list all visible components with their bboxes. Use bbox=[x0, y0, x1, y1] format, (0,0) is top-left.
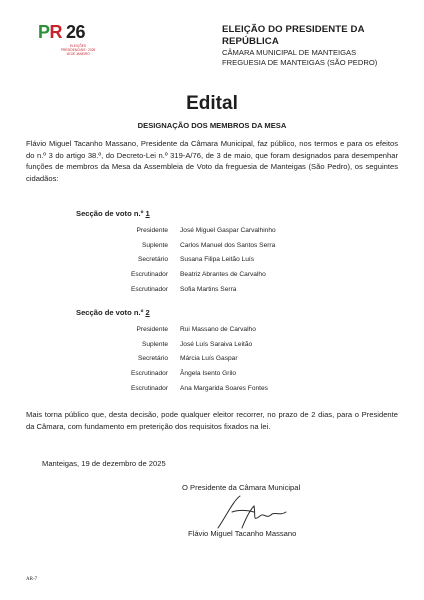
election-logo bbox=[38, 22, 110, 72]
section-1-title bbox=[76, 209, 150, 218]
member-name: Márcia Luís Gaspar bbox=[180, 355, 238, 363]
place-date: Manteigas, 19 de dezembro de 2025 bbox=[42, 459, 166, 468]
parish-line: FREGUESIA DE MANTEIGAS (SÃO PEDRO) bbox=[222, 58, 378, 67]
section-1-members bbox=[112, 223, 372, 297]
section-number: 2 bbox=[145, 308, 150, 317]
member-role: Suplente bbox=[141, 340, 168, 348]
section-label: Secção de voto n.º bbox=[76, 209, 146, 218]
logo-subtext bbox=[60, 44, 96, 56]
intro-paragraph: Flávio Miguel Tacanho Massano, Presidente da Câmara Municipal, faz público, nos termos e para os efeitos do n.º 3 do artigo 38.º, do Decreto-Lei n.º 319-A/76, de 3 de maio, que foram designados para desempenhar funções de membros da Mesa da Assembleia de Voto da freguesia de Manteigas (São Pedro), os seguintes cidadãos: bbox=[26, 139, 398, 183]
logo-mark bbox=[38, 22, 85, 42]
member-row bbox=[112, 381, 372, 396]
member-name: Ângela Isento Grilo bbox=[180, 370, 237, 378]
member-name: Ana Margarida Soares Fontes bbox=[180, 385, 268, 393]
member-row bbox=[112, 238, 372, 253]
signatory-title: O Presidente da Câmara Municipal bbox=[182, 483, 301, 492]
member-role: Escrutinador bbox=[130, 385, 168, 393]
member-row bbox=[112, 352, 372, 367]
member-role: Secretário bbox=[137, 256, 168, 264]
logo-sub-line-2: PRESIDENCIAIS · 2026 bbox=[60, 48, 96, 52]
member-role: Escrutinador bbox=[130, 271, 168, 279]
member-row bbox=[112, 337, 372, 352]
member-name: Beatriz Abrantes de Carvalho bbox=[180, 271, 266, 279]
member-name: José Luís Saraiva Leitão bbox=[180, 340, 253, 348]
member-name: José Miguel Gaspar Carvalhinho bbox=[180, 226, 276, 234]
member-name: Carlos Manuel dos Santos Serra bbox=[180, 241, 276, 249]
handwritten-signature bbox=[196, 492, 292, 532]
member-row bbox=[112, 267, 372, 282]
election-title: ELEIÇÃO DO PRESIDENTE DA REPÚBLICA bbox=[222, 24, 365, 47]
municipality-line: CÂMARA MUNICIPAL DE MANTEIGAS bbox=[222, 48, 357, 57]
member-role: Secretário bbox=[137, 355, 168, 363]
member-name: Rui Massano de Carvalho bbox=[180, 325, 256, 333]
logo-letter-p: P bbox=[38, 22, 50, 42]
member-name: Susana Filipa Leitão Luís bbox=[180, 256, 255, 264]
member-row bbox=[112, 366, 372, 381]
logo-sub-line-3: 18 DE JANEIRO bbox=[66, 52, 90, 56]
form-code: AR-7 bbox=[26, 577, 38, 582]
logo-letter-r: R bbox=[49, 22, 63, 42]
member-role: Presidente bbox=[136, 226, 168, 234]
member-row bbox=[112, 223, 372, 238]
section-number: 1 bbox=[145, 209, 150, 218]
logo-sub-line-1: ELEIÇÕES bbox=[70, 44, 86, 48]
member-role: Suplente bbox=[141, 241, 168, 249]
member-role: Escrutinador bbox=[130, 370, 168, 378]
document-header bbox=[222, 24, 412, 68]
member-row bbox=[112, 282, 372, 297]
member-role: Escrutinador bbox=[130, 286, 168, 294]
closing-paragraph: Mais torna público que, desta decisão, pode qualquer eleitor recorrer, no prazo de 2 dias, para o Presidente da Câmara, com fundamento em preterição dos requisitos fixados na lei. bbox=[26, 410, 398, 431]
member-role: Presidente bbox=[136, 325, 168, 333]
logo-number: 26 bbox=[66, 22, 86, 42]
member-row bbox=[112, 253, 372, 268]
section-2-members bbox=[112, 322, 372, 396]
section-2-title bbox=[76, 308, 150, 317]
page-title: Edital bbox=[186, 93, 238, 114]
member-name: Sofia Martins Serra bbox=[180, 286, 237, 294]
member-row bbox=[112, 322, 372, 337]
page-subtitle: DESIGNAÇÃO DOS MEMBROS DA MESA bbox=[137, 121, 287, 130]
section-label: Secção de voto n.º bbox=[76, 308, 146, 317]
signatory-name: Flávio Miguel Tacanho Massano bbox=[188, 529, 297, 538]
